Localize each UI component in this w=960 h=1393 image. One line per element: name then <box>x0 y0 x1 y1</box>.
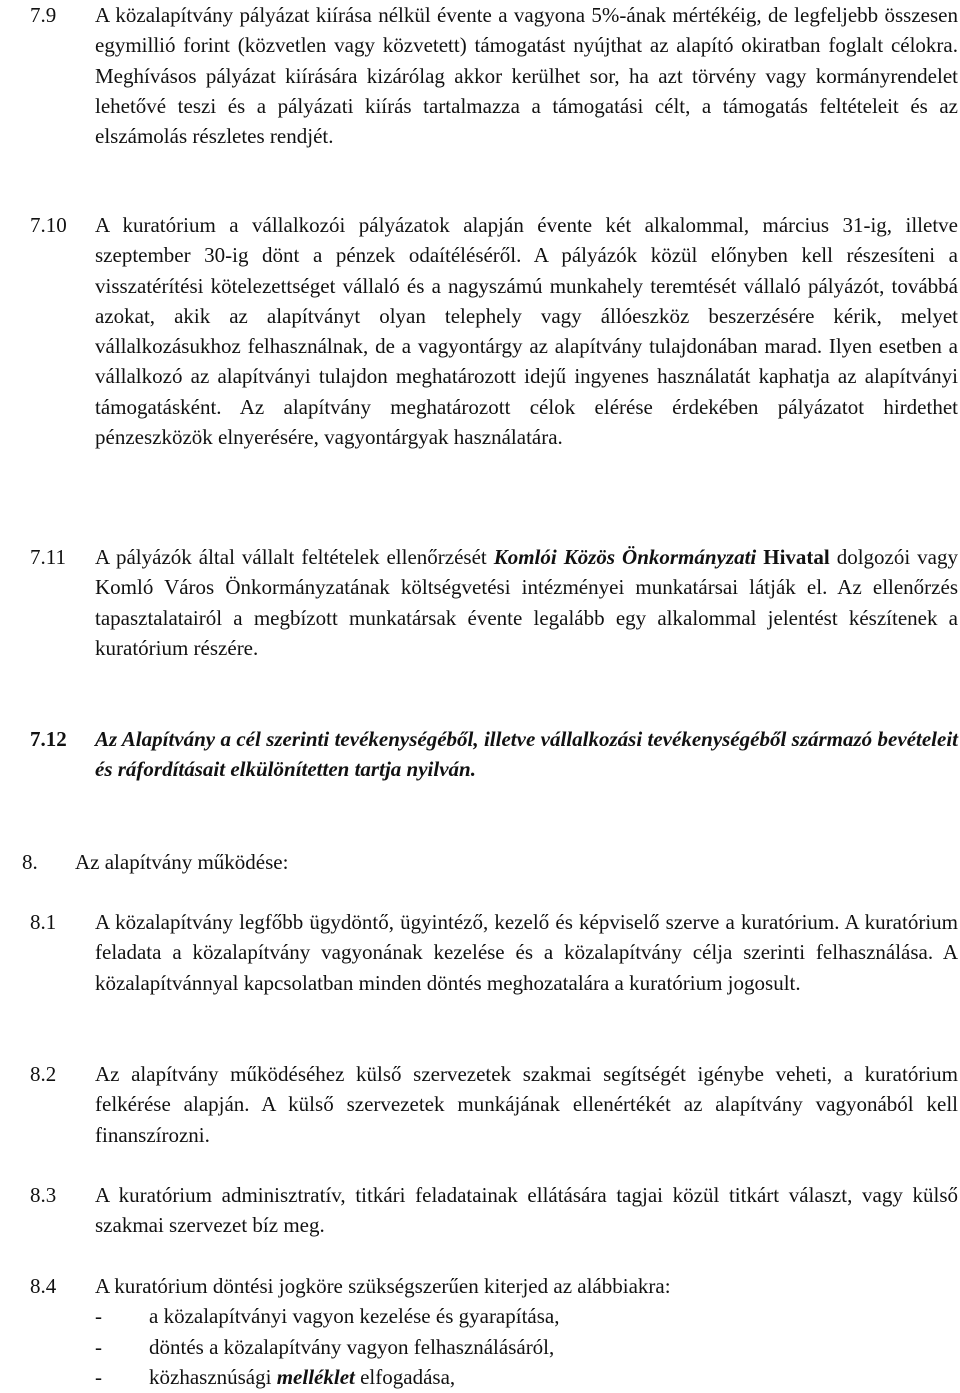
list-item <box>95 1362 958 1392</box>
clause-text: A kuratórium a vállalkozói pályázatok alapján évente két alkalommal, március 31-ig, illetve szeptember 30-ig dönt a pénzek odaítéléséről. A pályázók közül előnyben kell részesíteni a visszatérítési kötelezettséget vállaló és a nagyszámú munkahely teremtését vállaló pályázót, továbbá azokat, akik az alapítványt olyan telephely vagy állóeszköz beszerzésére kérik, melyet vállalkozásukhoz felhasználnak, de a vagyontárgy az alapítvány tulajdonában marad. Ilyen esetben a vállalkozó az alapítványi tulajdon meghatározott idejű ingyenes használatát kaphatja az alapítványi támogatásként. Az alapítvány meghatározott célok elérése érdekében pályázatot hirdethet pénzeszközök elnyerésére, vagyontárgyak használatára. <box>95 213 958 450</box>
clause-text-before: A pályázók által vállalt feltételek ellenőrzését <box>95 545 494 569</box>
clause-number: 7.11 <box>30 545 66 569</box>
clause-text: A közalapítvány legfőbb ügydöntő, ügyintéző, kezelő és képviselő szerve a kuratórium. A kuratórium feladata a közalapítvány vagyonának kezelése és a közalapítvány célja szerinti felhasználása. A közalapítvánnyal kapcsolatban minden döntés meghozatalára a kuratórium jogosult. <box>95 910 958 995</box>
clause-text: Az Alapítvány a cél szerinti tevékenységéből, illetve vállalkozási tevékenységéből származó bevételeit és ráfordításait elkülönítetten tartja nyilván. <box>95 727 958 782</box>
dash-bullet: - <box>95 1364 102 1389</box>
authority-list <box>95 1301 958 1392</box>
clause-7-11 <box>30 542 958 663</box>
office-name-bold: Hivatal <box>763 545 830 569</box>
clause-7-12 <box>30 724 958 785</box>
clause-number: 7.9 <box>30 3 57 27</box>
clause-number: 7.10 <box>30 213 67 237</box>
clause-8-2 <box>30 1059 958 1150</box>
clause-text: Az alapítvány működéséhez külső szervezetek szakmai segítségét igénybe veheti, a kuratórium felkérése alapján. A külső szervezetek munkájának ellenértékét az alapítvány vagyonából kell finanszírozni. <box>95 1062 958 1147</box>
clause-8-3 <box>30 1180 958 1241</box>
clause-intro: A kuratórium döntési jogköre szükségszerűen kiterjed az alábbiakra: <box>95 1274 671 1298</box>
list-item-text-before: közhasznúsági <box>149 1364 277 1389</box>
clause-text <box>95 542 958 663</box>
clause-number: 8.2 <box>30 1062 57 1086</box>
clause-number: 8.3 <box>30 1183 57 1207</box>
list-item-text: döntés a közalapítvány vagyon felhasználásáról, <box>149 1334 555 1359</box>
clause-number: 8.4 <box>30 1274 57 1298</box>
section-8-heading <box>22 847 288 877</box>
clause-text: A kuratórium adminisztratív, titkári feladatainak ellátására tagjai közül titkárt választ, vagy külső szakmai szervezet bíz meg. <box>95 1183 958 1238</box>
clause-8-4 <box>30 1271 958 1392</box>
clause-7-9 <box>30 0 958 151</box>
section-number: 8. <box>22 850 38 874</box>
list-item-text: a közalapítványi vagyon kezelése és gyarapítása, <box>149 1304 560 1329</box>
list-item-text-after: elfogadása, <box>354 1364 456 1389</box>
dash-bullet: - <box>95 1304 102 1329</box>
clause-text: A közalapítvány pályázat kiírása nélkül évente a vagyona 5%-ának mértékéig, de legfeljebb összesen egymillió forint (közvetlen vagy közvetett) támogatást nyújthat az alapító okiratban foglalt célokra. Meghívásos pályázat kiírására kizárólag akkor kerülhet sor, ha azt törvény vagy kormányrendelet lehetővé teszi és a pályázati kiírás tartalmazza a támogatási célt, a támogatás feltételeit és az elszámolás részletes rendjét. <box>95 3 958 149</box>
list-item <box>95 1332 958 1362</box>
annex-emphasis: melléklet <box>276 1364 355 1389</box>
office-name-emphasis: Komlói Közös Önkormányzati <box>493 545 757 569</box>
dash-bullet: - <box>95 1334 102 1359</box>
list-item <box>95 1301 958 1331</box>
section-title: Az alapítvány működése: <box>75 850 289 874</box>
clause-7-10 <box>30 210 958 452</box>
clause-text-after: dolgozói vagy Komló Város Önkormányzatának költségvetési intézményei munkatársai látják el. Az ellenőrzés tapasztalatairól a megbízott munkatársak évente legalább egy alkalommal jelentést készítenek a kuratórium részére. <box>95 545 959 660</box>
clause-number: 7.12 <box>30 727 67 751</box>
clause-8-1 <box>30 907 958 998</box>
clause-number: 8.1 <box>30 910 57 934</box>
